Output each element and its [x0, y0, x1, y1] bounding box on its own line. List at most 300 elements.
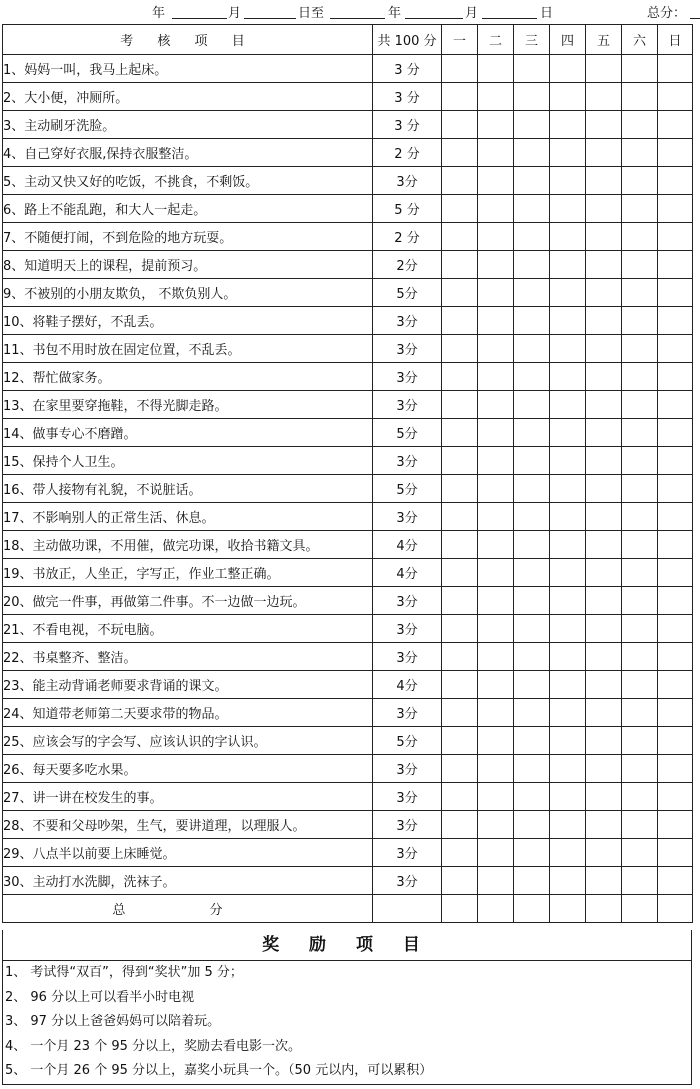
day-score-cell[interactable]	[478, 251, 514, 279]
day-score-cell[interactable]	[658, 503, 693, 531]
day-score-cell[interactable]	[442, 335, 478, 363]
year-label-1: 年	[152, 6, 166, 21]
day-score-cell[interactable]	[622, 251, 658, 279]
day-score-cell[interactable]	[442, 531, 478, 559]
day-score-cell[interactable]	[442, 643, 478, 671]
day-score-cell[interactable]	[550, 279, 586, 307]
day-score-cell[interactable]	[550, 783, 586, 811]
day-score-cell[interactable]	[442, 867, 478, 895]
header-day: 三	[514, 25, 550, 55]
month-label-1: 月	[228, 6, 242, 21]
day-score-cell[interactable]	[550, 223, 586, 251]
day-score-cell[interactable]	[514, 811, 550, 839]
day-total-cell[interactable]	[622, 895, 658, 923]
day-score-cell[interactable]	[622, 307, 658, 335]
day-score-cell[interactable]	[442, 391, 478, 419]
day-score-cell[interactable]	[442, 223, 478, 251]
day-score-cell[interactable]	[586, 55, 622, 83]
table-row	[3, 279, 693, 307]
day-score-cell[interactable]	[478, 363, 514, 391]
day-score-cell[interactable]	[586, 167, 622, 195]
item-points: 3分	[373, 587, 442, 615]
table-row	[3, 139, 693, 167]
day-score-cell[interactable]	[550, 139, 586, 167]
table-row	[3, 55, 693, 83]
item-points: 4分	[373, 671, 442, 699]
day-score-cell[interactable]	[550, 251, 586, 279]
assessment-item: 13、在家里要穿拖鞋，不得光脚走路。	[3, 391, 373, 419]
day-score-cell[interactable]	[586, 755, 622, 783]
day-score-cell[interactable]	[514, 391, 550, 419]
day-score-cell[interactable]	[478, 111, 514, 139]
day-score-cell[interactable]	[622, 811, 658, 839]
table-row	[3, 727, 693, 755]
day-score-cell[interactable]	[478, 755, 514, 783]
day-score-cell[interactable]	[550, 335, 586, 363]
month-label-2: 月	[465, 6, 479, 21]
day-score-cell[interactable]	[478, 335, 514, 363]
day-score-cell[interactable]	[478, 559, 514, 587]
day-score-cell[interactable]	[442, 783, 478, 811]
day-score-cell[interactable]	[514, 615, 550, 643]
table-row	[3, 447, 693, 475]
day-score-cell[interactable]	[478, 587, 514, 615]
day-score-cell[interactable]	[586, 587, 622, 615]
day-score-cell[interactable]	[442, 699, 478, 727]
day-score-cell[interactable]	[550, 699, 586, 727]
day-score-cell[interactable]	[514, 447, 550, 475]
day-score-cell[interactable]	[658, 839, 693, 867]
month-blank-2[interactable]	[405, 18, 463, 19]
day-score-cell[interactable]	[514, 335, 550, 363]
assessment-item: 6、路上不能乱跑，和大人一起走。	[3, 195, 373, 223]
day-score-cell[interactable]	[442, 251, 478, 279]
day-score-cell[interactable]	[478, 419, 514, 447]
day-score-cell[interactable]	[622, 559, 658, 587]
day-score-cell[interactable]	[442, 83, 478, 111]
day-score-cell[interactable]	[442, 419, 478, 447]
day-score-cell[interactable]	[586, 447, 622, 475]
item-points: 3分	[373, 363, 442, 391]
day-score-cell[interactable]	[658, 587, 693, 615]
table-row	[3, 111, 693, 139]
day-score-cell[interactable]	[622, 503, 658, 531]
day-score-cell[interactable]	[658, 167, 693, 195]
day-score-cell[interactable]	[514, 643, 550, 671]
table-row	[3, 559, 693, 587]
day-score-cell[interactable]	[622, 83, 658, 111]
assessment-item: 3、主动刷牙洗脸。	[3, 111, 373, 139]
day-score-cell[interactable]	[478, 811, 514, 839]
day-score-cell[interactable]	[514, 867, 550, 895]
item-points: 5分	[373, 419, 442, 447]
day-score-cell[interactable]	[442, 447, 478, 475]
table-row	[3, 475, 693, 503]
day-score-cell[interactable]	[658, 699, 693, 727]
day-score-cell[interactable]	[550, 587, 586, 615]
assessment-item: 17、不影响别人的正常生活、休息。	[3, 503, 373, 531]
day-total-cell[interactable]	[478, 895, 514, 923]
day-score-cell[interactable]	[586, 335, 622, 363]
assessment-item: 5、主动又快又好的吃饭，不挑食，不剩饭。	[3, 167, 373, 195]
day-score-cell[interactable]	[514, 419, 550, 447]
assessment-item: 4、自己穿好衣服,保持衣服整洁。	[3, 139, 373, 167]
table-row	[3, 811, 693, 839]
day-score-cell[interactable]	[514, 503, 550, 531]
day-score-cell[interactable]	[622, 615, 658, 643]
day-score-cell[interactable]	[478, 307, 514, 335]
assessment-item: 26、每天要多吃水果。	[3, 755, 373, 783]
day-score-cell[interactable]	[514, 83, 550, 111]
day-score-cell[interactable]	[478, 783, 514, 811]
day-score-cell[interactable]	[658, 195, 693, 223]
header-day: 一	[442, 25, 478, 55]
day-score-cell[interactable]	[550, 475, 586, 503]
day-score-cell[interactable]	[442, 307, 478, 335]
day-score-cell[interactable]	[622, 167, 658, 195]
day-score-cell[interactable]	[478, 727, 514, 755]
day-score-cell[interactable]	[622, 643, 658, 671]
day-score-cell[interactable]	[514, 671, 550, 699]
day-score-cell[interactable]	[658, 783, 693, 811]
day-score-cell[interactable]	[550, 839, 586, 867]
item-points: 3分	[373, 783, 442, 811]
day-score-cell[interactable]	[514, 699, 550, 727]
day-score-cell[interactable]	[550, 55, 586, 83]
day-score-cell[interactable]	[514, 251, 550, 279]
day-score-cell[interactable]	[586, 559, 622, 587]
total-score-blank[interactable]	[690, 18, 700, 19]
day-score-cell[interactable]	[550, 615, 586, 643]
day-total-cell[interactable]	[658, 895, 693, 923]
day-score-cell[interactable]	[442, 671, 478, 699]
day-score-cell[interactable]	[658, 447, 693, 475]
day-score-cell[interactable]	[550, 391, 586, 419]
day-score-cell[interactable]	[658, 671, 693, 699]
day-score-cell[interactable]	[622, 867, 658, 895]
day-score-cell[interactable]	[514, 223, 550, 251]
day-score-cell[interactable]	[442, 167, 478, 195]
day-score-cell[interactable]	[658, 531, 693, 559]
table-row	[3, 587, 693, 615]
item-points: 3分	[373, 615, 442, 643]
day-score-cell[interactable]	[622, 531, 658, 559]
day-score-cell[interactable]	[622, 111, 658, 139]
day-score-cell[interactable]	[442, 195, 478, 223]
day-score-cell[interactable]	[658, 867, 693, 895]
assessment-item: 30、主动打水洗脚，洗袜子。	[3, 867, 373, 895]
day-score-cell[interactable]	[550, 503, 586, 531]
assessment-item: 18、主动做功课，不用催，做完功课，收拾书籍文具。	[3, 531, 373, 559]
day-score-cell[interactable]	[658, 279, 693, 307]
day-score-cell[interactable]	[478, 699, 514, 727]
day-score-cell[interactable]	[550, 167, 586, 195]
table-row	[3, 643, 693, 671]
day-total-cell[interactable]	[442, 895, 478, 923]
day-score-cell[interactable]	[586, 363, 622, 391]
day-score-cell[interactable]	[550, 755, 586, 783]
assessment-item: 21、不看电视，不玩电脑。	[3, 615, 373, 643]
day-score-cell[interactable]	[658, 223, 693, 251]
day-score-cell[interactable]	[550, 671, 586, 699]
day-score-cell[interactable]	[478, 839, 514, 867]
day-score-cell[interactable]	[514, 755, 550, 783]
day-score-cell[interactable]	[514, 783, 550, 811]
day-score-cell[interactable]	[586, 531, 622, 559]
item-points: 4分	[373, 559, 442, 587]
day-score-cell[interactable]	[622, 55, 658, 83]
day-score-cell[interactable]	[586, 671, 622, 699]
assessment-item: 27、讲一讲在校发生的事。	[3, 783, 373, 811]
day-score-cell[interactable]	[586, 391, 622, 419]
item-points: 4分	[373, 531, 442, 559]
assessment-item: 11、书包不用时放在固定位置，不乱丢。	[3, 335, 373, 363]
day-score-cell[interactable]	[550, 195, 586, 223]
day-score-cell[interactable]	[550, 559, 586, 587]
day-score-cell[interactable]	[658, 363, 693, 391]
day-score-cell[interactable]	[586, 503, 622, 531]
day-score-cell[interactable]	[442, 363, 478, 391]
day-score-cell[interactable]	[442, 55, 478, 83]
day-total-cell[interactable]	[550, 895, 586, 923]
day-score-cell[interactable]	[514, 111, 550, 139]
day-score-cell[interactable]	[478, 195, 514, 223]
day-score-cell[interactable]	[514, 55, 550, 83]
day-score-cell[interactable]	[622, 783, 658, 811]
assessment-item: 9、不被别的小朋友欺负， 不欺负别人。	[3, 279, 373, 307]
day-score-cell[interactable]	[586, 727, 622, 755]
day-score-cell[interactable]	[550, 447, 586, 475]
day-score-cell[interactable]	[586, 83, 622, 111]
header-day: 五	[586, 25, 622, 55]
day-score-cell[interactable]	[622, 335, 658, 363]
item-points: 3分	[373, 755, 442, 783]
day-score-cell[interactable]	[658, 251, 693, 279]
day-score-cell[interactable]	[550, 83, 586, 111]
day-score-cell[interactable]	[622, 699, 658, 727]
assessment-item: 29、八点半以前要上床睡觉。	[3, 839, 373, 867]
day-score-cell[interactable]	[586, 195, 622, 223]
header-day: 六	[622, 25, 658, 55]
day-score-cell[interactable]	[658, 643, 693, 671]
reward-item: 3、 97 分以上爸爸妈妈可以陪着玩。	[5, 1014, 221, 1029]
day-score-cell[interactable]	[622, 671, 658, 699]
day-score-cell[interactable]	[586, 475, 622, 503]
day-score-cell[interactable]	[658, 615, 693, 643]
table-row	[3, 167, 693, 195]
table-row	[3, 699, 693, 727]
day-total-cell[interactable]	[586, 895, 622, 923]
table-row	[3, 391, 693, 419]
day-score-cell[interactable]	[478, 391, 514, 419]
day-score-cell[interactable]	[442, 139, 478, 167]
day-score-cell[interactable]	[514, 727, 550, 755]
reward-list	[3, 961, 691, 1084]
reward-title: 奖 励 项 目	[3, 930, 691, 961]
day-score-cell[interactable]	[514, 587, 550, 615]
day-score-cell[interactable]	[586, 867, 622, 895]
table-row	[3, 755, 693, 783]
day-score-cell[interactable]	[622, 475, 658, 503]
day-score-cell[interactable]	[586, 307, 622, 335]
day-score-cell[interactable]	[658, 139, 693, 167]
day-score-cell[interactable]	[478, 167, 514, 195]
item-points: 5 分	[373, 195, 442, 223]
day-score-cell[interactable]	[586, 279, 622, 307]
day-score-cell[interactable]	[514, 363, 550, 391]
day-score-cell[interactable]	[658, 755, 693, 783]
day-score-cell[interactable]	[586, 699, 622, 727]
day-score-cell[interactable]	[622, 391, 658, 419]
day-score-cell[interactable]	[478, 223, 514, 251]
day-score-cell[interactable]	[658, 811, 693, 839]
item-points: 3 分	[373, 55, 442, 83]
day-score-cell[interactable]	[622, 363, 658, 391]
header-day: 四	[550, 25, 586, 55]
day-score-cell[interactable]	[622, 139, 658, 167]
table-row	[3, 671, 693, 699]
item-points: 5分	[373, 727, 442, 755]
reward-item: 2、 96 分以上可以看半小时电视	[5, 989, 195, 1005]
day-score-cell[interactable]	[622, 727, 658, 755]
header-day: 日	[658, 25, 693, 55]
day-score-cell[interactable]	[586, 811, 622, 839]
day-total-cell[interactable]	[514, 895, 550, 923]
day-score-cell[interactable]	[550, 867, 586, 895]
day-score-cell[interactable]	[586, 615, 622, 643]
day-score-cell[interactable]	[478, 643, 514, 671]
day-to-label: 日至	[298, 6, 325, 21]
day-score-cell[interactable]	[586, 251, 622, 279]
table-body	[3, 55, 693, 895]
day-score-cell[interactable]	[622, 839, 658, 867]
day-score-cell[interactable]	[514, 475, 550, 503]
day-score-cell[interactable]	[442, 475, 478, 503]
day-score-cell[interactable]	[442, 111, 478, 139]
day-score-cell[interactable]	[622, 223, 658, 251]
day-score-cell[interactable]	[442, 839, 478, 867]
day-score-cell[interactable]	[658, 727, 693, 755]
day-score-cell[interactable]	[478, 531, 514, 559]
day-score-cell[interactable]	[586, 139, 622, 167]
table-row	[3, 531, 693, 559]
day-blank-1[interactable]	[244, 18, 296, 19]
assessment-item: 16、带人接物有礼貌，不说脏话。	[3, 475, 373, 503]
assessment-item: 8、知道明天上的课程，提前预习。	[3, 251, 373, 279]
day-score-cell[interactable]	[442, 755, 478, 783]
day-score-cell[interactable]	[586, 223, 622, 251]
day-score-cell[interactable]	[622, 447, 658, 475]
day-score-cell[interactable]	[478, 279, 514, 307]
day-score-cell[interactable]	[478, 447, 514, 475]
day-score-cell[interactable]	[478, 475, 514, 503]
day-score-cell[interactable]	[442, 279, 478, 307]
day-score-cell[interactable]	[550, 307, 586, 335]
day-score-cell[interactable]	[514, 559, 550, 587]
day-score-cell[interactable]	[442, 503, 478, 531]
day-score-cell[interactable]	[658, 559, 693, 587]
day-blank-2[interactable]	[482, 18, 537, 19]
day-score-cell[interactable]	[550, 111, 586, 139]
day-score-cell[interactable]	[514, 307, 550, 335]
item-points: 3分	[373, 391, 442, 419]
item-points: 3分	[373, 447, 442, 475]
day-score-cell[interactable]	[658, 391, 693, 419]
day-score-cell[interactable]	[442, 811, 478, 839]
day-score-cell[interactable]	[478, 83, 514, 111]
day-score-cell[interactable]	[442, 587, 478, 615]
assessment-item: 20、做完一件事，再做第二件事。不一边做一边玩。	[3, 587, 373, 615]
day-score-cell[interactable]	[622, 195, 658, 223]
assessment-item: 22、书桌整齐、整洁。	[3, 643, 373, 671]
year-blank-2[interactable]	[330, 18, 385, 19]
item-points: 3分	[373, 699, 442, 727]
day-score-cell[interactable]	[622, 419, 658, 447]
item-points: 5分	[373, 475, 442, 503]
day-score-cell[interactable]	[586, 419, 622, 447]
day-score-cell[interactable]	[586, 783, 622, 811]
day-score-cell[interactable]	[514, 139, 550, 167]
day-score-cell[interactable]	[550, 727, 586, 755]
day-score-cell[interactable]	[586, 643, 622, 671]
day-score-cell[interactable]	[514, 279, 550, 307]
day-score-cell[interactable]	[550, 419, 586, 447]
day-score-cell[interactable]	[586, 839, 622, 867]
day-score-cell[interactable]	[550, 363, 586, 391]
month-blank-1[interactable]	[172, 18, 227, 19]
day-score-cell[interactable]	[586, 111, 622, 139]
header-item: 考 核 项 目	[3, 25, 373, 55]
day-score-cell[interactable]	[658, 475, 693, 503]
day-score-cell[interactable]	[478, 867, 514, 895]
item-points: 2 分	[373, 223, 442, 251]
day-score-cell[interactable]	[658, 55, 693, 83]
item-points: 3分	[373, 839, 442, 867]
reward-section	[2, 930, 692, 1085]
day-score-cell[interactable]	[658, 111, 693, 139]
day-score-cell[interactable]	[622, 279, 658, 307]
day-score-cell[interactable]	[442, 559, 478, 587]
day-score-cell[interactable]	[442, 615, 478, 643]
day-score-cell[interactable]	[514, 839, 550, 867]
day-score-cell[interactable]	[658, 83, 693, 111]
day-score-cell[interactable]	[478, 55, 514, 83]
day-score-cell[interactable]	[658, 419, 693, 447]
total-score-cell[interactable]	[373, 895, 442, 923]
day-score-cell[interactable]	[478, 615, 514, 643]
day-score-cell[interactable]	[514, 531, 550, 559]
item-points: 5分	[373, 279, 442, 307]
table-row	[3, 783, 693, 811]
day-score-cell[interactable]	[514, 167, 550, 195]
day-score-cell[interactable]	[478, 503, 514, 531]
table-row	[3, 867, 693, 895]
day-score-cell[interactable]	[550, 811, 586, 839]
day-score-cell[interactable]	[550, 643, 586, 671]
day-score-cell[interactable]	[550, 531, 586, 559]
assessment-item: 28、不要和父母吵架，生气，要讲道理，以理服人。	[3, 811, 373, 839]
day-score-cell[interactable]	[658, 335, 693, 363]
day-score-cell[interactable]	[514, 195, 550, 223]
day-score-cell[interactable]	[478, 671, 514, 699]
day-score-cell[interactable]	[658, 307, 693, 335]
day-score-cell[interactable]	[622, 755, 658, 783]
day-score-cell[interactable]	[622, 587, 658, 615]
day-score-cell[interactable]	[442, 727, 478, 755]
day-score-cell[interactable]	[478, 139, 514, 167]
item-points: 2分	[373, 251, 442, 279]
reward-item: 4、 一个月 23 个 95 分以上，奖励去看电影一次。	[5, 1038, 302, 1054]
